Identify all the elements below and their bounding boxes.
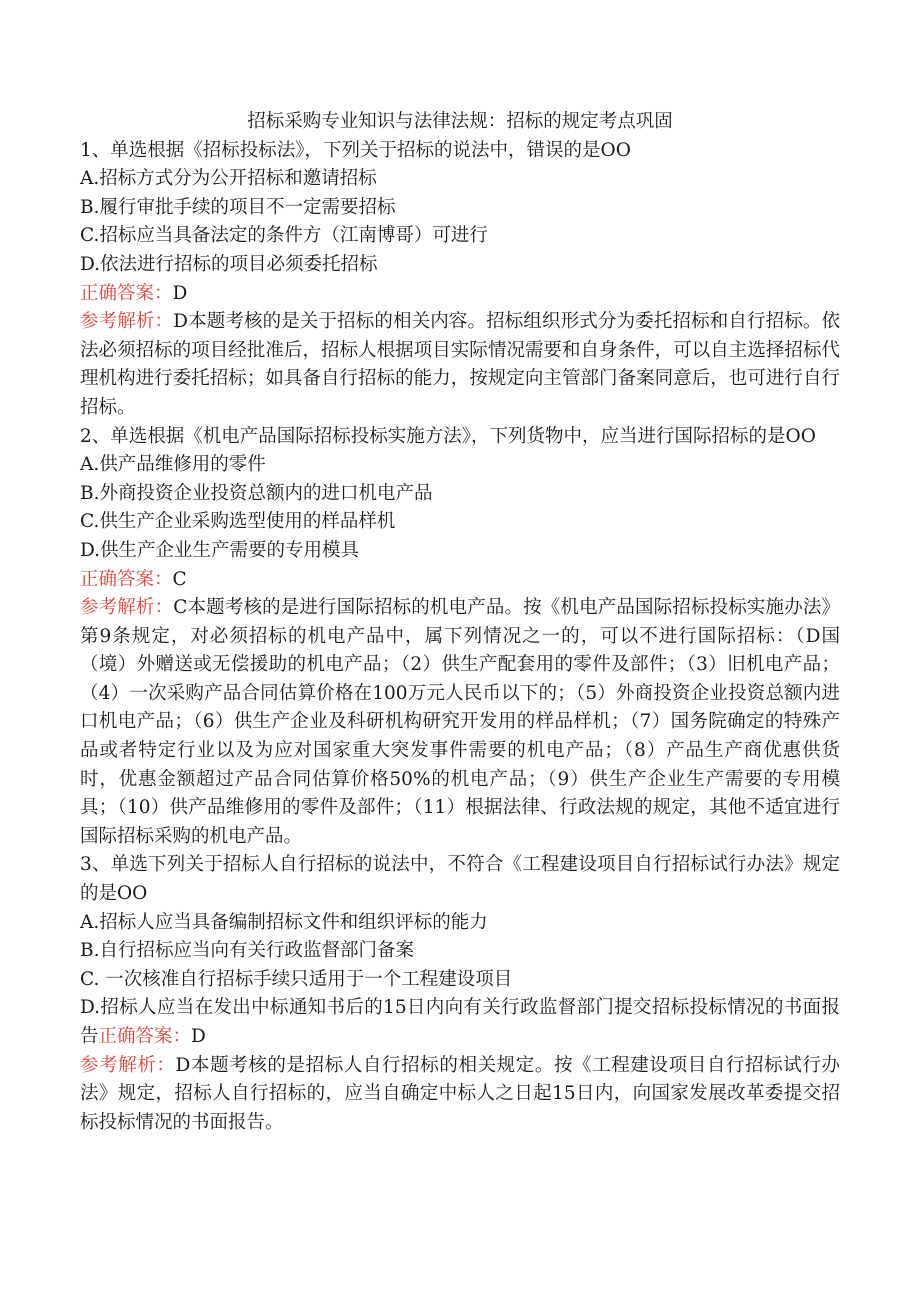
answer-line bbox=[80, 280, 840, 309]
analysis-text: D本题考核的是招标人自行招标的相关规定。按《工程建设项目自行招标试行办法》规定，招标人自行招标的，应当自确定中标人之日起15日内，向国家发展改革委提交招标投标情况的书面报告。 bbox=[80, 1054, 840, 1133]
option-d: D.招标人应当在发出中标通知书后的15日内向有关行政监督部门提交招标投标情况的书面报告 bbox=[80, 997, 840, 1047]
page-title: 招标采购专业知识与法律法规：招标的规定考点巩固 bbox=[247, 111, 673, 132]
option-d-with-answer bbox=[80, 994, 840, 1051]
answer-label: 正确答案： bbox=[98, 1026, 192, 1047]
option-a: A.供产品维修用的零件 bbox=[80, 454, 266, 476]
option-b: B.履行审批手续的项目不一定需要招标 bbox=[80, 196, 396, 218]
option-c: C.供生产企业采购选型使用的样品样机 bbox=[80, 511, 396, 533]
question-stem: 1、单选根据《招标投标法》，下列关于招标的说法中，错误的是OO bbox=[80, 139, 631, 161]
answer-value: D bbox=[191, 1026, 206, 1047]
analysis-label: 参考解析： bbox=[80, 311, 174, 333]
option-c: C. 一次核准自行招标手续只适用于一个工程建设项目 bbox=[80, 968, 513, 990]
option-d: D.依法进行招标的项目必须委托招标 bbox=[80, 253, 378, 275]
answer-line bbox=[80, 566, 840, 595]
option-a: A.招标人应当具备编制招标文件和组织评标的能力 bbox=[80, 911, 488, 933]
question-1 bbox=[80, 137, 840, 423]
answer-label: 正确答案： bbox=[80, 282, 173, 304]
analysis-paragraph bbox=[80, 308, 840, 422]
answer-value: C bbox=[172, 568, 187, 590]
question-stem: 2、单选根据《机电产品国际招标投标实施方法》，下列货物中，应当进行国际招标的是OO bbox=[80, 425, 816, 447]
option-b: B.自行招标应当向有关行政监督部门备案 bbox=[80, 940, 414, 962]
question-3 bbox=[80, 851, 840, 1137]
analysis-text: C本题考核的是进行国际招标的机电产品。按《机电产品国际招标投标实施办法》第9条规定，对必须招标的机电产品中，属下列情况之一的，可以不进行国际招标：（D国（境）外赠送或无偿援助的机电产品；（2）供生产配套用的零件及部件；（3）旧机电产品；（4）一次采购产品合同估算价格在100万元人民币以下的；（5）外商投资企业投资总额内进口机电产品；（6）供生产企业及科研机构研究开发用的样品样机；（7）国务院确定的特殊产品或者特定行业以及为应对国家重大突发事件需要的机电产品；（8）产品生产商优惠供货时，优惠金额超过产品合同估算价格50%的机电产品；（9）供生产企业生产需要的专用模具；（10）供产品维修用的零件及部件；（11）根据法律、行政法规的规定，其他不适宜进行国际招标采购的机电产品。 bbox=[80, 597, 840, 847]
option-c: C.招标应当具备法定的条件方（江南博哥）可进行 bbox=[80, 225, 488, 247]
document-page bbox=[80, 108, 840, 1137]
option-b: B.外商投资企业投资总额内的进口机电产品 bbox=[80, 482, 433, 504]
analysis-paragraph bbox=[80, 1052, 840, 1138]
option-a: A.招标方式分为公开招标和邀请招标 bbox=[80, 168, 377, 190]
analysis-label: 参考解析： bbox=[80, 597, 174, 619]
answer-label: 正确答案： bbox=[80, 568, 173, 590]
answer-value: D bbox=[172, 282, 188, 304]
analysis-label: 参考解析： bbox=[80, 1054, 176, 1076]
analysis-text: D本题考核的是关于招标的相关内容。招标组织形式分为委托招标和自行招标。依法必须招标的项目经批准后，招标人根据项目实际情况需要和自身条件，可以自主选择招标代理机构进行委托招标；如具备自行招标的能力，按规定向主管部门备案同意后，也可进行自行招标。 bbox=[80, 311, 840, 418]
analysis-paragraph bbox=[80, 594, 840, 851]
question-stem: 3、单选下列关于招标人自行招标的说法中，不符合《工程建设项目自行招标试行办法》规定的是OO bbox=[80, 854, 840, 905]
option-d: D.供生产企业生产需要的专用模具 bbox=[80, 539, 360, 561]
question-2 bbox=[80, 423, 840, 852]
